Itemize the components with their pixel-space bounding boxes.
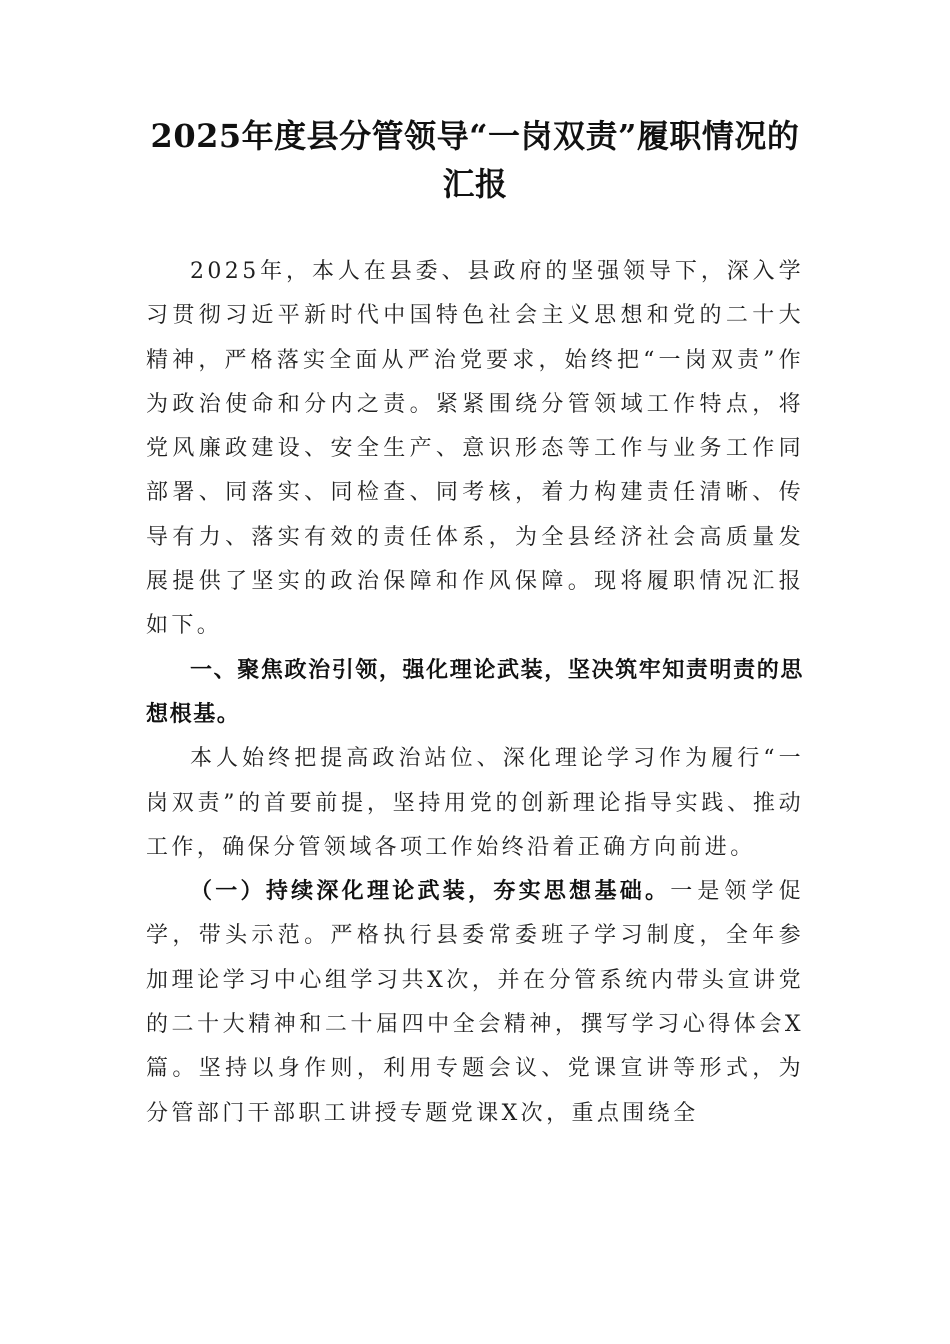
subsection-1-paragraph: [146, 870, 804, 1136]
section-1-paragraph: 本人始终把提高政治站位、深化理论学习作为履行“一岗双责”的首要前提，坚持用党的创新理论指导实践、推动工作，确保分管领域各项工作始终沿着正确方向前进。: [146, 746, 804, 860]
intro-paragraph: 2025年，本人在县委、县政府的坚强领导下，深入学习贯彻习近平新时代中国特色社会主义思想和党的二十大精神，严格落实全面从严治党要求，始终把“一岗双责”作为政治使命和分内之责。紧紧围绕分管领域工作特点，将党风廉政建设、安全生产、意识形态等工作与业务工作同部署、同落实、同检查、同考核，着力构建责任清晰、传导有力、落实有效的责任体系，为全县经济社会高质量发展提供了坚实的政治保障和作风保障。现将履职情况汇报如下。: [146, 259, 804, 639]
document-title: 2025年度县分管领导“一岗双责”履职情况的汇报: [150, 117, 800, 203]
subsection-1-lead: （一）持续深化理论武装，夯实思想基础。: [190, 879, 671, 905]
subsection-1-text: 一是领学促学，带头示范。严格执行县委常委班子学习制度，全年参加理论学习中心组学习共X次，并在分管系统内带头宣讲党的二十大精神和二十届四中全会精神，撰写学习心得体会X篇。坚持以身作则，利用专题会议、党课宣讲等形式，为分管部门干部职工讲授专题党课X次，重点围绕全: [146, 879, 804, 1126]
document-body: [146, 250, 804, 1136]
section-1-heading: 一、聚焦政治引领，强化理论武装，坚决筑牢知责明责的思想根基。: [146, 657, 804, 727]
